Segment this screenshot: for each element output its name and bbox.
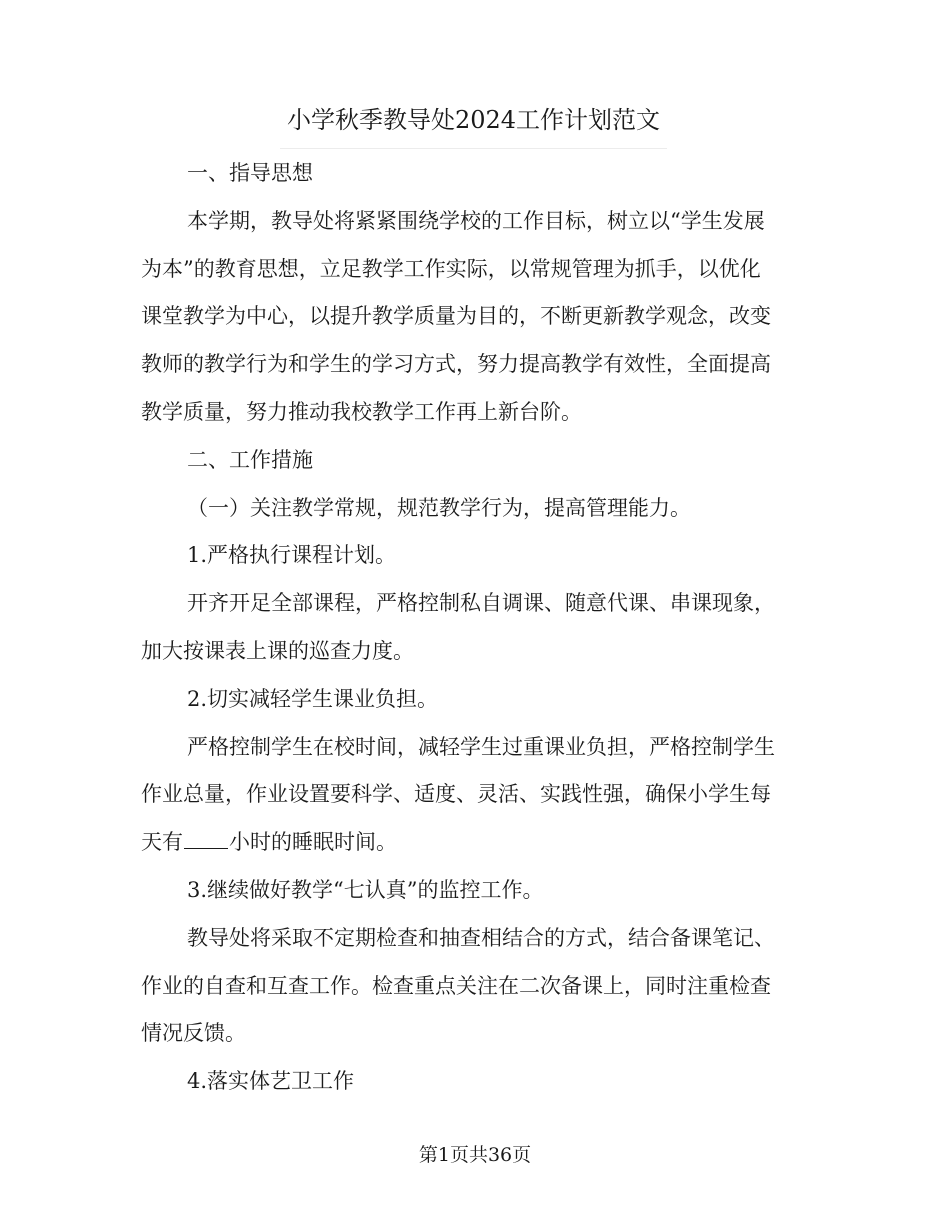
paragraph-line: 情况反馈。 xyxy=(141,1021,246,1046)
item-heading: 1.严格执行课程计划。 xyxy=(187,543,397,568)
subsection-heading: （一）关注教学常规，规范教学行为，提高管理能力。 xyxy=(187,495,691,520)
item-heading: 2.切实减轻学生课业负担。 xyxy=(187,686,439,711)
item-heading: 4.落实体艺卫工作 xyxy=(187,1069,355,1094)
section-heading-work-measures: 二、工作措施 xyxy=(187,447,313,472)
paragraph-line: 作业总量，作业设置要科学、适度、灵活、实践性强，确保小学生每 xyxy=(141,782,771,807)
text-fragment: 小时的睡眠时间。 xyxy=(229,830,397,855)
paragraph-line: 为本”的教育思想，立足教学工作实际，以常规管理为抓手，以优化 xyxy=(141,256,761,281)
paragraph-line: 教师的教学行为和学生的学习方式，努力提高教学有效性，全面提高 xyxy=(141,352,771,377)
document-title: 小学秋季教导处2024工作计划范文 xyxy=(280,98,667,149)
paragraph-line: 教学质量，努力推动我校教学工作再上新台阶。 xyxy=(141,399,582,424)
section-heading-guiding-thought: 一、指导思想 xyxy=(187,161,313,185)
fill-in-blank xyxy=(184,830,228,849)
paragraph-line-with-blank xyxy=(141,819,809,867)
page-number-footer: 第1页共36页 xyxy=(418,1144,532,1166)
document-body xyxy=(141,150,809,1106)
paragraph-line: 课堂教学为中心，以提升教学质量为目的，不断更新教学观念，改变 xyxy=(141,304,771,329)
item-heading: 3.继续做好教学“七认真”的监控工作。 xyxy=(187,877,544,902)
paragraph-line: 严格控制学生在校时间，减轻学生过重课业负担，严格控制学生 xyxy=(187,734,775,759)
paragraph-line: 本学期，教导处将紧紧围绕学校的工作目标，树立以“学生发展 xyxy=(187,208,765,233)
paragraph-line: 教导处将采取不定期检查和抽查相结合的方式，结合备课笔记、 xyxy=(187,925,775,950)
paragraph-line: 加大按课表上课的巡查力度。 xyxy=(141,638,414,663)
text-fragment: 天有 xyxy=(141,830,183,855)
paragraph-line: 开齐开足全部课程，严格控制私自调课、随意代课、串课现象， xyxy=(187,591,775,616)
paragraph-line: 作业的自查和互查工作。检查重点关注在二次备课上，同时注重检查 xyxy=(141,973,771,998)
